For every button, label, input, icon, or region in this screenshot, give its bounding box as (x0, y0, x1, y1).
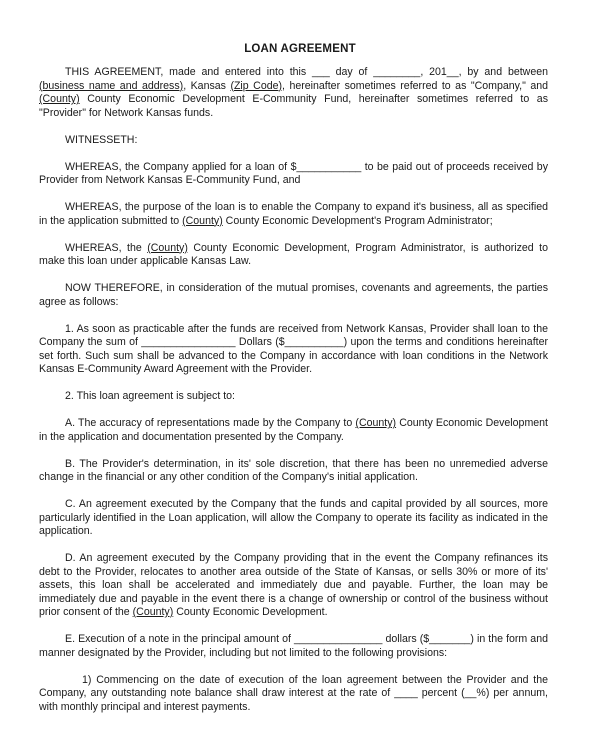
county-placeholder: (County) (147, 241, 188, 254)
text: THIS AGREEMENT, made and entered into this ___ day of ________, 201__, by and between (65, 66, 548, 78)
county-placeholder: (County) (132, 606, 174, 618)
zip-code-placeholder: (Zip Code) (230, 79, 283, 92)
paragraph-clause-1: 1. As soon as practicable after the funds are received from Network Kansas, Provider shall loan to the Company the sum of ________________ Dollars ($__________) upon the terms and conditions hereinafter set forth. Such sum shall be advanced to the Company in accordance with loan conditions in the Network Kansas E-Community Award Agreement with the Provider. (39, 322, 548, 375)
text: A. The accuracy of representations made by the Company to (65, 417, 356, 429)
paragraph-whereas-loan: WHEREAS, the Company applied for a loan of $___________ to be paid out of proceeds received by Provider from Network Kansas E-Community Fund, and (39, 160, 548, 186)
paragraph-whereas-purpose (39, 201, 548, 228)
paragraph-clause-d (39, 552, 548, 620)
paragraph-agreement-intro (39, 66, 548, 120)
paragraph-clause-2: 2. This loan agreement is subject to: (65, 390, 235, 402)
paragraph-clause-a (39, 417, 548, 444)
county-placeholder: (County) (39, 93, 80, 105)
paragraph-clause-e: E. Execution of a note in the principal amount of _______________ dollars ($_______) in the form and manner designated by the Provider, including but not limited to the following provisions: (39, 633, 548, 659)
text: County Economic Development, Program Administrator, is authorized to make this loan under applicable Kansas Law. (39, 241, 549, 267)
document-title: LOAN AGREEMENT (244, 43, 356, 55)
text: D. An agreement executed by the Company providing that in the event the Company refinances its debt to the Provider, relocates to another area outside of the State of Kansas, or sells 30% or more of its' assets, this loan shall be accelerated and immediately due and payable. Further, the loan may be immediately due and payable in the event there is a change of ownership or control of the business without prior consent of the (39, 552, 548, 618)
county-placeholder: (County) (182, 214, 223, 227)
text: , Kansas (183, 79, 231, 92)
paragraph-now-therefore: NOW THEREFORE, in consideration of the mutual promises, covenants and agreements, the parties agree as follows: (39, 282, 548, 308)
paragraph-witnesseth: WITNESSETH: (65, 133, 138, 146)
text: County Economic Development. (173, 606, 328, 618)
text: County Economic Development in the application and documentation presented by the Company. (39, 417, 548, 443)
paragraph-clause-c: C. An agreement executed by the Company that the funds and capital provided by all sources, more particularly identified in the Loan application, will allow the Company to operate its facility as indicated in the application. (39, 498, 548, 537)
paragraph-clause-e-1: 1) Commencing on the date of execution of the loan agreement between the Provider and the Company, any outstanding note balance shall draw interest at the rate of ____ percent (__%) per annum, with monthly principal and interest payments. (39, 673, 548, 713)
paragraph-whereas-authorized (39, 242, 548, 269)
text: County Economic Development E-Community Fund, hereinafter sometimes referred to as "Provider" for Network Kansas funds. (39, 93, 548, 119)
paragraph-clause-b: B. The Provider's determination, in its' sole discretion, that there has been no unremedied adverse change in the financial or any other condition of the Company's initial application. (39, 457, 548, 483)
text: County Economic Development's Program Administrator; (222, 214, 493, 227)
business-name-placeholder: (business name and address) (39, 79, 184, 92)
text: , hereinafter sometimes referred to as "Company," and (282, 79, 549, 92)
text: WHEREAS, the (65, 241, 148, 254)
text: WHEREAS, the purpose of the loan is to enable the Company to expand it's business, all as specified in the application submitted to (39, 201, 548, 227)
document-body (39, 66, 548, 728)
county-placeholder: (County) (355, 417, 397, 429)
